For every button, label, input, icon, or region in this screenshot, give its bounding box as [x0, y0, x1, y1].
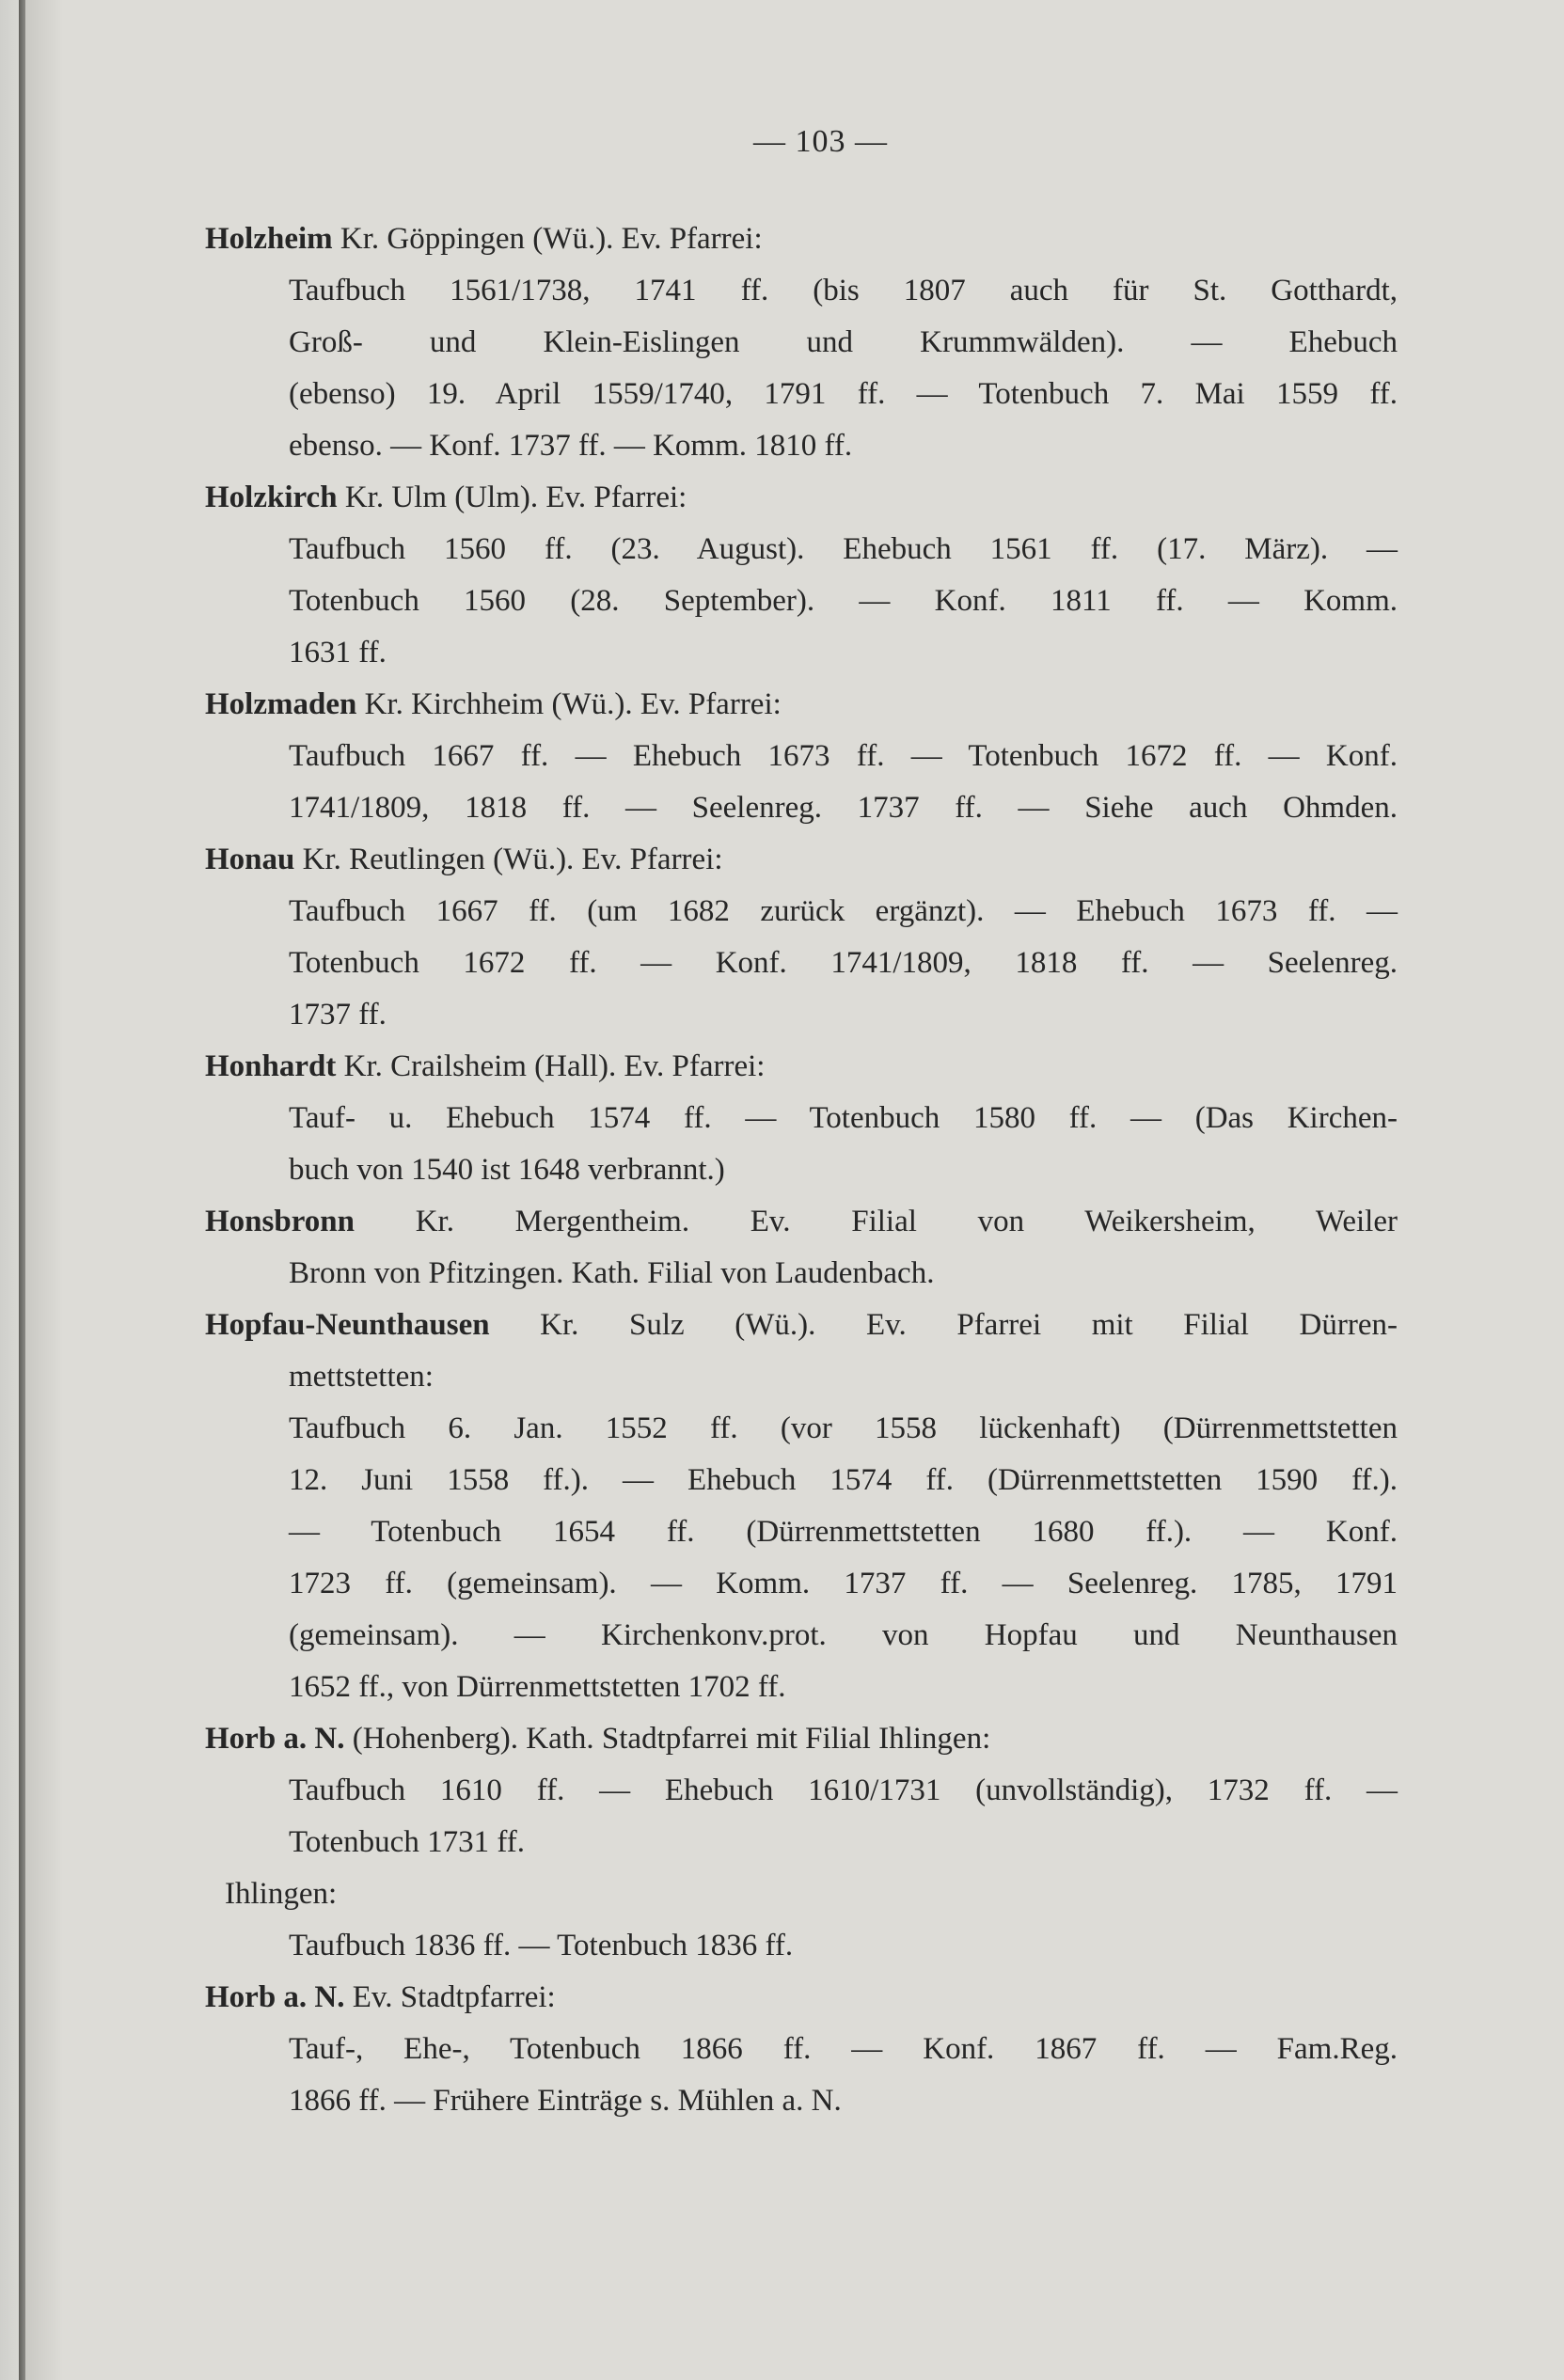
entry-heading-line — [205, 1300, 1398, 1351]
entry-description: Kr. Reutlingen (Wü.). Ev. Pfarrei: — [294, 843, 723, 876]
entry-text-line: Taufbuch 1667 ff. (um 1682 zurück ergänzt). — Ehebuch 1673 ff. — — [289, 894, 1398, 928]
entry-description: Kr. Sulz (Wü.). Ev. Pfarrei mit Filial Dürren- — [489, 1308, 1398, 1342]
entry-text-line: Taufbuch 1560 ff. (23. August). Ehebuch 1561 ff. (17. März). — — [289, 532, 1398, 566]
entry-heading-line — [205, 1972, 1398, 2024]
page-number: — 103 — — [753, 124, 888, 159]
entry-text-line: Taufbuch 6. Jan. 1552 ff. (vor 1558 lückenhaft) (Dürrenmettstetten — [289, 1411, 1398, 1445]
entry-text-line: 1741/1809, 1818 ff. — Seelenreg. 1737 ff. — Siehe auch Ohmden. — [289, 791, 1398, 825]
entry-text-line: 1866 ff. — Frühere Einträge s. Mühlen a. N. — [289, 2084, 842, 2118]
entry-description: Kr. Mergentheim. Ev. Filial von Weikersheim, Weiler — [354, 1205, 1398, 1238]
entry-description: Ev. Stadtpfarrei: — [344, 1980, 556, 2014]
entry-place-name: Honsbronn — [205, 1205, 355, 1238]
entry-text-line: Totenbuch 1672 ff. — Konf. 1741/1809, 1818 ff. — Seelenreg. — [289, 946, 1398, 980]
entry-place-name: Honhardt — [205, 1049, 337, 1083]
entry-text-line: mettstetten: — [289, 1360, 434, 1394]
entry-place-name: Horb a. N. — [205, 1722, 345, 1756]
entry-text-line: Tauf-, Ehe-, Totenbuch 1866 ff. — Konf. 1867 ff. — Fam.Reg. — [289, 2032, 1398, 2066]
entry-text-line: ebenso. — Konf. 1737 ff. — Komm. 1810 ff. — [289, 429, 853, 463]
entry-heading-line — [205, 213, 1398, 265]
entry-heading-line — [205, 1713, 1398, 1765]
entry-text-line: 12. Juni 1558 ff.). — Ehebuch 1574 ff. (Dürrenmettstetten 1590 ff.). — [289, 1463, 1398, 1497]
entry-heading-line — [205, 1196, 1398, 1248]
entry-place-name: Honau — [205, 843, 295, 876]
entry-text-line: buch von 1540 ist 1648 verbrannt.) — [289, 1153, 725, 1187]
entry-description: Kr. Ulm (Ulm). Ev. Pfarrei: — [337, 481, 687, 514]
entry-text-line: Totenbuch 1560 (28. September). — Konf. 1811 ff. — Komm. — [289, 584, 1398, 618]
entry-text-line: Taufbuch 1561/1738, 1741 ff. (bis 1807 auch für St. Gotthardt, — [289, 274, 1398, 307]
book-spine-edge — [19, 0, 25, 2380]
entry-heading-line — [205, 834, 1398, 886]
entry-place-name: Holzheim — [205, 222, 333, 256]
entry-place-name: Horb a. N. — [205, 1980, 345, 2014]
entry-place-name: Holzkirch — [205, 481, 338, 514]
entry-text-line: Taufbuch 1836 ff. — Totenbuch 1836 ff. — [289, 1929, 794, 1962]
entry-text-line: Taufbuch 1610 ff. — Ehebuch 1610/1731 (unvollständig), 1732 ff. — — [289, 1773, 1398, 1807]
entry-description: Kr. Kirchheim (Wü.). Ev. Pfarrei: — [356, 687, 782, 721]
scan-margin — [0, 0, 19, 2380]
entry-description: Kr. Göppingen (Wü.). Ev. Pfarrei: — [332, 222, 763, 256]
entry-place-name: Holzmaden — [205, 687, 357, 721]
subentry-label: Ihlingen: — [225, 1877, 338, 1911]
entry-heading-line — [205, 472, 1398, 524]
entry-text-line: 1723 ff. (gemeinsam). — Komm. 1737 ff. — Seelenreg. 1785, 1791 — [289, 1567, 1398, 1600]
entry-text-line: (gemeinsam). — Kirchenkonv.prot. von Hopfau und Neunthausen — [289, 1618, 1398, 1652]
entry-text-line: Totenbuch 1731 ff. — [289, 1825, 525, 1859]
entry-text-line: Taufbuch 1667 ff. — Ehebuch 1673 ff. — Totenbuch 1672 ff. — Konf. — [289, 739, 1398, 773]
entry-text-line: (ebenso) 19. April 1559/1740, 1791 ff. — Totenbuch 7. Mai 1559 ff. — [289, 377, 1398, 411]
entry-text-line: Tauf- u. Ehebuch 1574 ff. — Totenbuch 1580 ff. — (Das Kirchen- — [289, 1101, 1398, 1135]
entry-text-line: Groß- und Klein-Eislingen und Krummwälden). — Ehebuch — [289, 325, 1398, 359]
entry-text-line: Bronn von Pfitzingen. Kath. Filial von Laudenbach. — [289, 1256, 935, 1290]
entry-text-line: 1652 ff., von Dürrenmettstetten 1702 ff. — [289, 1670, 786, 1704]
entry-heading-line — [205, 1041, 1398, 1093]
entry-text-line: 1737 ff. — [289, 998, 387, 1032]
entry-text-line: 1631 ff. — [289, 636, 387, 670]
entry-place-name: Hopfau-Neunthausen — [205, 1308, 490, 1342]
gutter-shadow — [25, 0, 63, 2380]
entry-description: Kr. Crailsheim (Hall). Ev. Pfarrei: — [336, 1049, 766, 1083]
entry-heading-line — [205, 679, 1398, 731]
entry-text-line: — Totenbuch 1654 ff. (Dürrenmettstetten 1680 ff.). — Konf. — [289, 1515, 1398, 1549]
entry-description: (Hohenberg). Kath. Stadtpfarrei mit Filial Ihlingen: — [344, 1722, 991, 1756]
